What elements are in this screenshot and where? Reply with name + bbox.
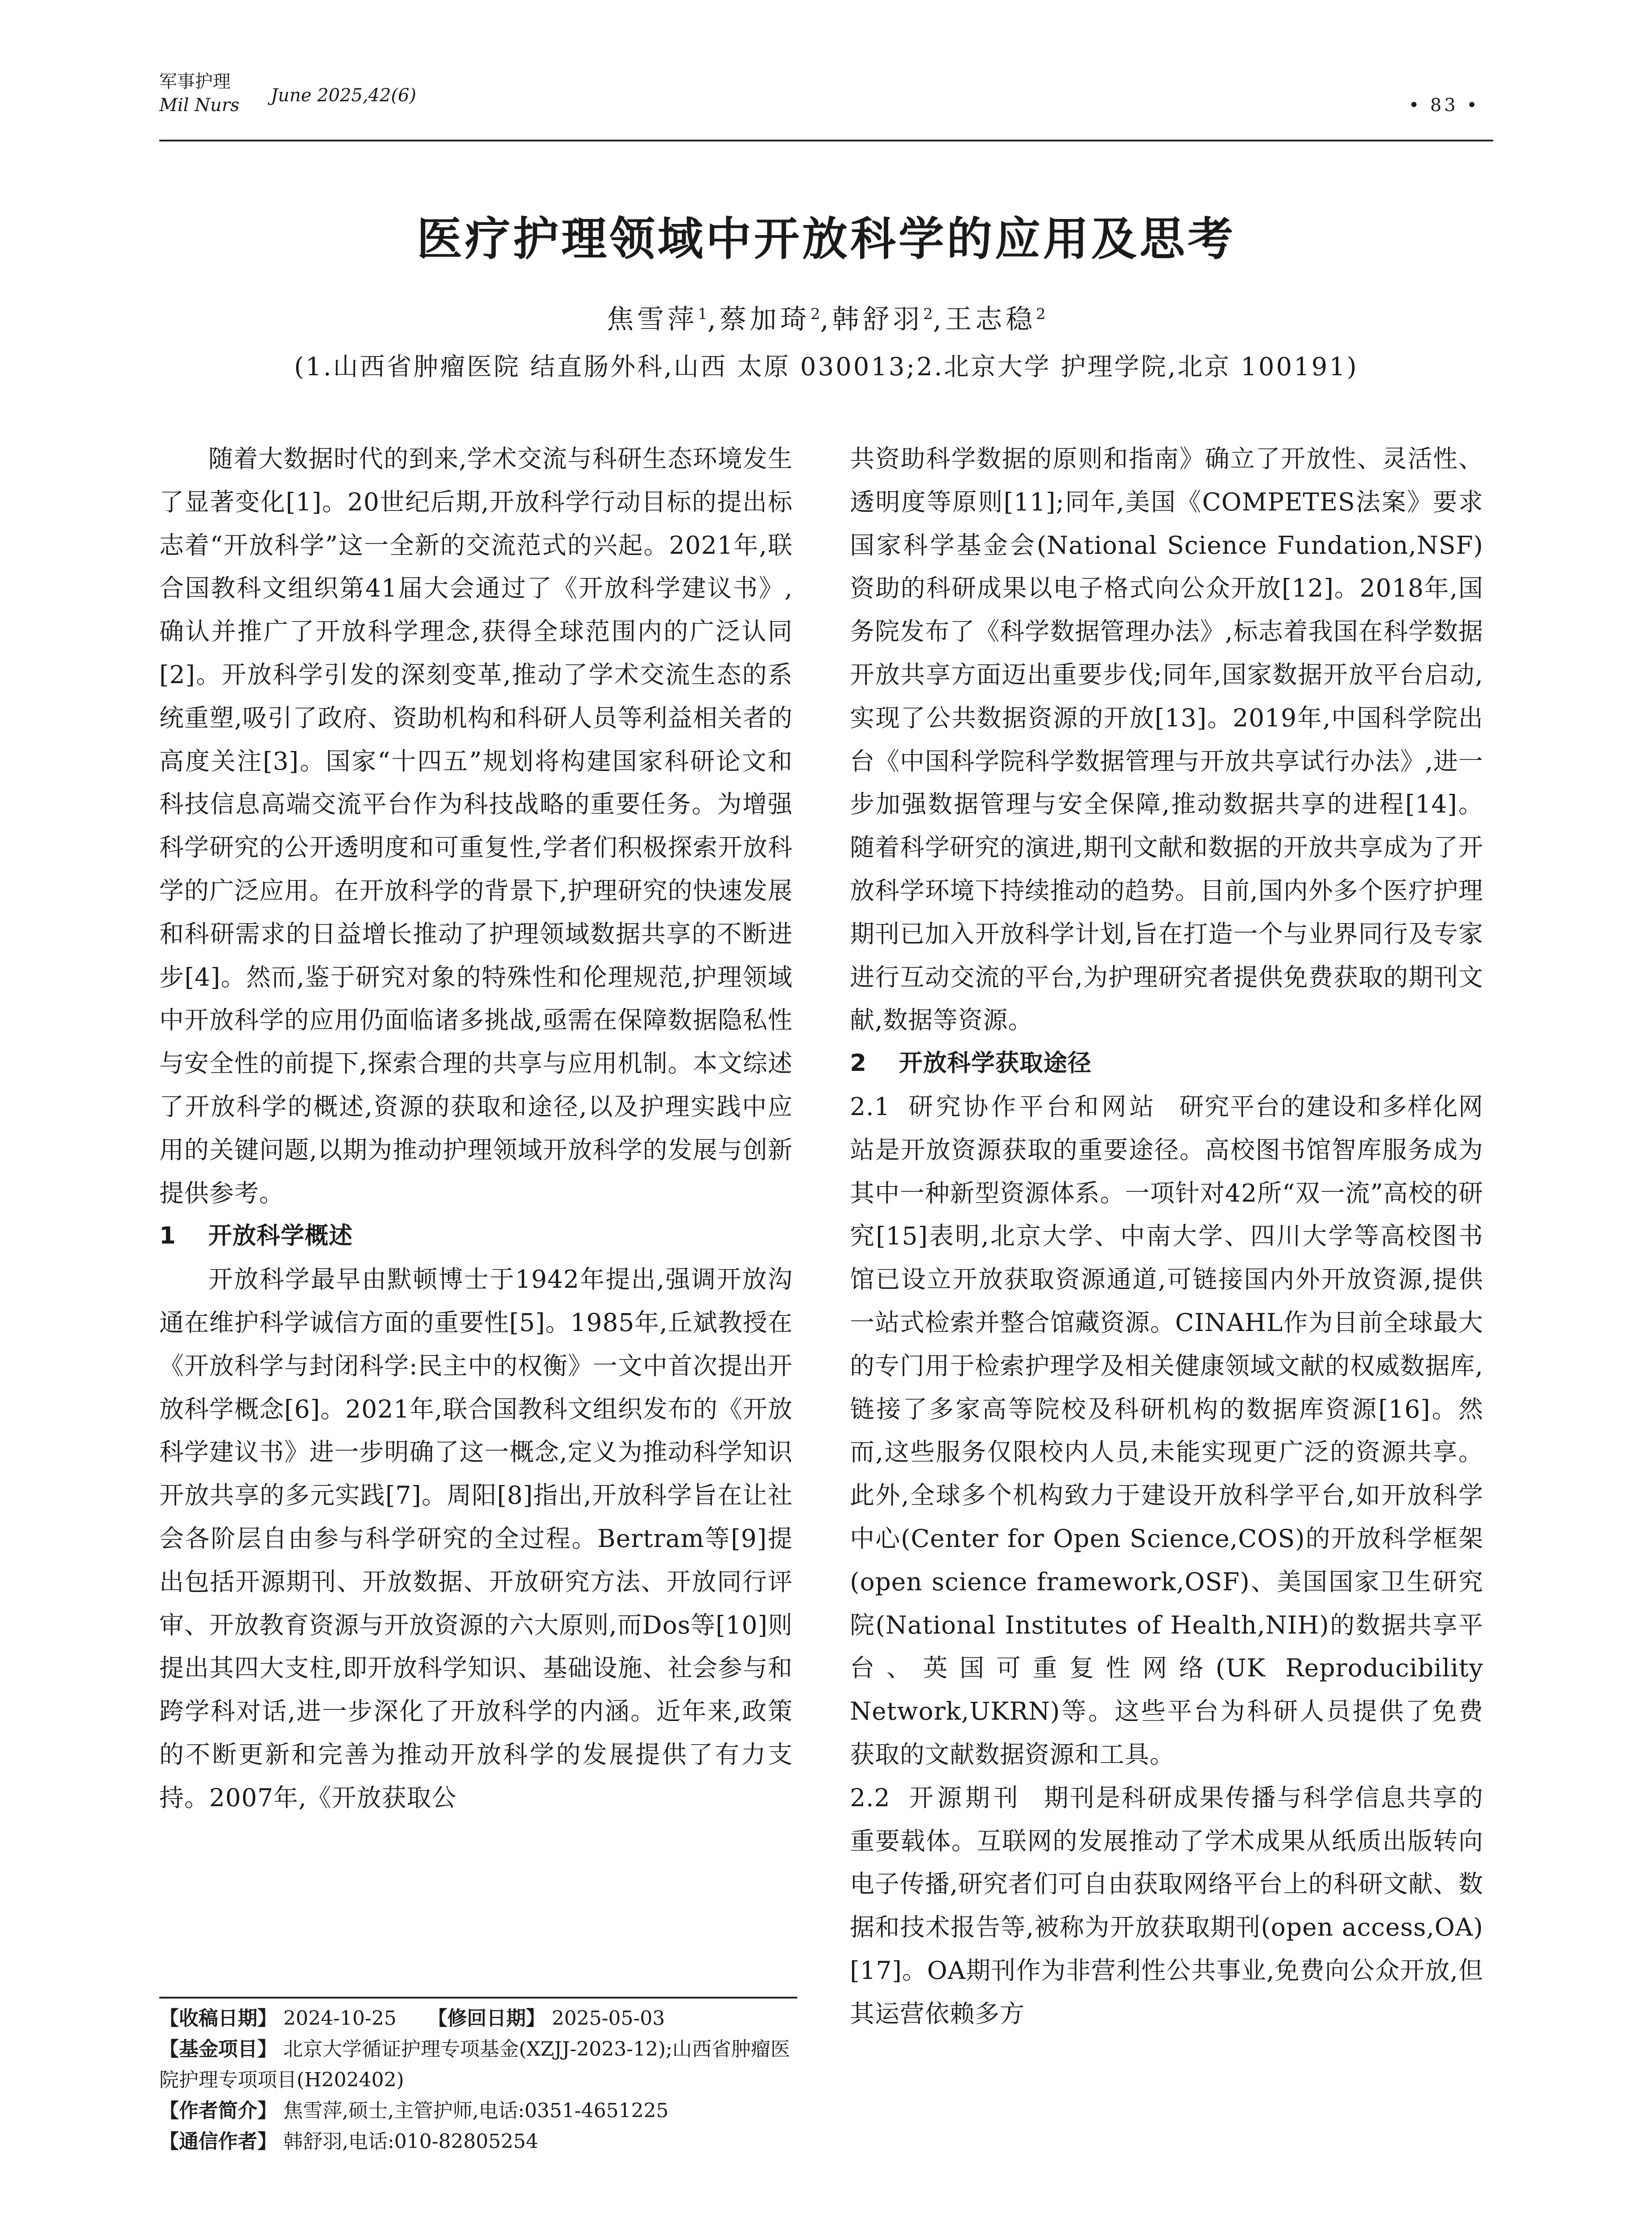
author-info-label: 【作者简介】 [159,2099,277,2122]
author-info-text: 焦雪萍,硕士,主管护师,电话:0351-4651225 [283,2099,669,2122]
received-label: 【收稿日期】 [159,2007,277,2030]
received-dates [159,2003,797,2034]
article-footnote [159,1997,797,2157]
subsection-text: 研究平台的建设和多样化网站是开放资源获取的重要途径。高校图书馆智库服务成为其中一种新型资源体系。一项针对42所“双一流”高校的研究[15]表明,北京大学、中南大学、四川大学等高校图书馆已设立开放获取资源通道,可链接国内外开放资源,提供一站式检索并整合馆藏资源。CINAHL作为目前全球最大的专门用于检索护理学及相关健康领域文献的权威数据库,链接了多家高等院校及科研机构的数据库资源[16]。然而,这些服务仅限校内人员,未能实现更广泛的资源共享。此外,全球多个机构致力于建设开放科学平台,如开放科学中心(Center for Open Science,COS)的开放科学框架(open science framework,OSF)、美国国家卫生研究院(National Institutes of Health,NIH)的数据共享平台、英国可重复性网络(UK Reproducibility Network,UKRN)等。这些平台为科研人员提供了免费获取的文献数据资源和工具。 [850,1092,1483,1769]
intro-paragraph: 随着大数据时代的到来,学术交流与科研生态环境发生了显著变化[1]。20世纪后期,开放科学行动目标的提出标志着“开放科学”这一全新的交流范式的兴起。2021年,联合国教科文组织第41届大会通过了《开放科学建议书》,确认并推广了开放科学理念,获得全球范围内的广泛认同[2]。开放科学引发的深刻变革,推动了学术交流生态的系统重塑,吸引了政府、资助机构和科研人员等利益相关者的高度关注[3]。国家“十四五”规划将构建国家科研论文和科技信息高端交流平台作为科技战略的重要任务。为增强科学研究的公开透明度和可重复性,学者们积极探索开放科学的广泛应用。在开放科学的背景下,护理研究的快速发展和科研需求的日益增长推动了护理领域数据共享的不断进步[4]。然而,鉴于研究对象的特殊性和伦理规范,护理领域中开放科学的应用仍面临诸多挑战,亟需在保障数据隐私性与安全性的前提下,探索合理的共享与应用机制。本文综述了开放科学的概述,资源的获取和途径,以及护理实践中应用的关键问题,以期为推动护理领域开放科学的发展与创新提供参考。 [159,444,793,1207]
page-number: • 83 • [1408,95,1480,116]
issue-info: June 2025,42(6) [271,85,417,106]
author-affil-sup: 1 [698,305,708,323]
section-number: 1 [159,1222,176,1250]
author-name: 焦雪萍 [607,304,698,335]
author-name: 韩舒羽 [832,304,923,335]
subsection-title: 开源期刊 [908,1783,1022,1812]
author-info [159,2095,797,2126]
subsection-title: 研究协作平台和网站 [908,1092,1157,1121]
corr-label: 【通信作者】 [159,2130,277,2153]
revised-date: 2025-05-03 [551,2007,665,2030]
corresponding-author [159,2126,797,2157]
section-number: 2 [850,1049,867,1077]
section-title: 开放科学概述 [208,1222,353,1250]
received-date: 2024-10-25 [283,2007,397,2030]
author-affil-sup: 2 [810,305,820,323]
subsection-number: 2.1 [850,1092,890,1121]
section-heading [159,1215,793,1258]
body-paragraph: 共资助科学数据的原则和指南》确立了开放性、灵活性、透明度等原则[11];同年,美国《COMPETES法案》要求国家科学基金会(National Science Fundation,NSF)资助的科研成果以电子格式向公众开放[12]。2018年,国务院发布了《科学数据管理办法》,标志着我国在科学数据开放共享方面迈出重要步伐;同年,国家数据开放平台启动,实现了公共数据资源的开放[13]。2019年,中国科学院出台《中国科学院科学数据管理与开放共享试行办法》,进一步加强数据管理与安全保障,推动数据共享的进程[14]。随着科学研究的演进,期刊文献和数据的开放共享成为了开放科学环境下持续推动的趋势。目前,国内外多个医疗护理期刊已加入开放科学计划,旨在打造一个与业界同行及专家进行互动交流的平台,为护理研究者提供免费获取的期刊文献,数据等资源。 [850,444,1483,1035]
subsection-text: 期刊是科研成果传播与科学信息共享的重要载体。互联网的发展推动了学术成果从纸质出版转向电子传播,研究者们可自由获取网络平台上的科研文献、数据和技术报告等,被称为开放获取期刊(open access,OA)[17]。OA期刊作为非营利性公共事业,免费向公众开放,但其运营依赖多方 [850,1783,1483,2028]
left-column [159,437,793,1820]
journal-name-cn: 军事护理 [159,71,231,92]
subsection-number: 2.2 [850,1783,890,1812]
journal-name-en: Mil Nurs [159,95,240,116]
article-title: 医疗护理领域中开放科学的应用及思考 [417,213,1236,266]
section-heading [850,1042,1483,1085]
subsection-paragraph [850,1085,1483,1776]
body-paragraph: 开放科学最早由默顿博士于1942年提出,强调开放沟通在维护科学诚信方面的重要性[5]。1985年,丘斌教授在《开放科学与封闭科学:民主中的权衡》一文中首次提出开放科学概念[6]。2021年,联合国教科文组织发布的《开放科学建议书》进一步明确了这一概念,定义为推动科学知识开放共享的多元实践[7]。周阳[8]指出,开放科学旨在让社会各阶层自由参与科学研究的全过程。Bertram等[9]提出包括开源期刊、开放数据、开放研究方法、开放同行评审、开放教育资源与开放资源的六大原则,而Dos等[10]则提出其四大支柱,即开放科学知识、基础设施、社会参与和跨学科对话,进一步深化了开放科学的内涵。近年来,政策的不断更新和完善为推动开放科学的发展提供了有力支持。2007年,《开放获取公 [159,1265,793,1812]
fund-label: 【基金项目】 [159,2038,277,2061]
affiliations: (1.山西省肿瘤医院 结直肠外科,山西 太原 030013;2.北京大学 护理学院,北京 100191) [294,352,1358,382]
author-name: 蔡加琦 [719,304,811,335]
revised-label: 【修回日期】 [427,2007,546,2030]
corr-text: 韩舒羽,电话:010-82805254 [283,2130,538,2153]
author-affil-sup: 2 [1036,305,1046,323]
right-column [850,437,1483,2035]
author-affil-sup: 2 [923,305,933,323]
page-header [159,64,1493,141]
subsection-paragraph [850,1776,1483,2036]
author-name: 王志稳 [945,304,1036,335]
section-title: 开放科学获取途径 [899,1049,1092,1077]
author-list: 焦雪萍$^1$,蔡加琦$^2$,韩舒羽$^2$,王志稳$^2$ [607,304,1046,335]
fund-info [159,2034,797,2095]
fund-text: 北京大学循证护理专项基金(XZJJ-2023-12);山西省肿瘤医院护理专项项目(H202402) [159,2038,791,2091]
